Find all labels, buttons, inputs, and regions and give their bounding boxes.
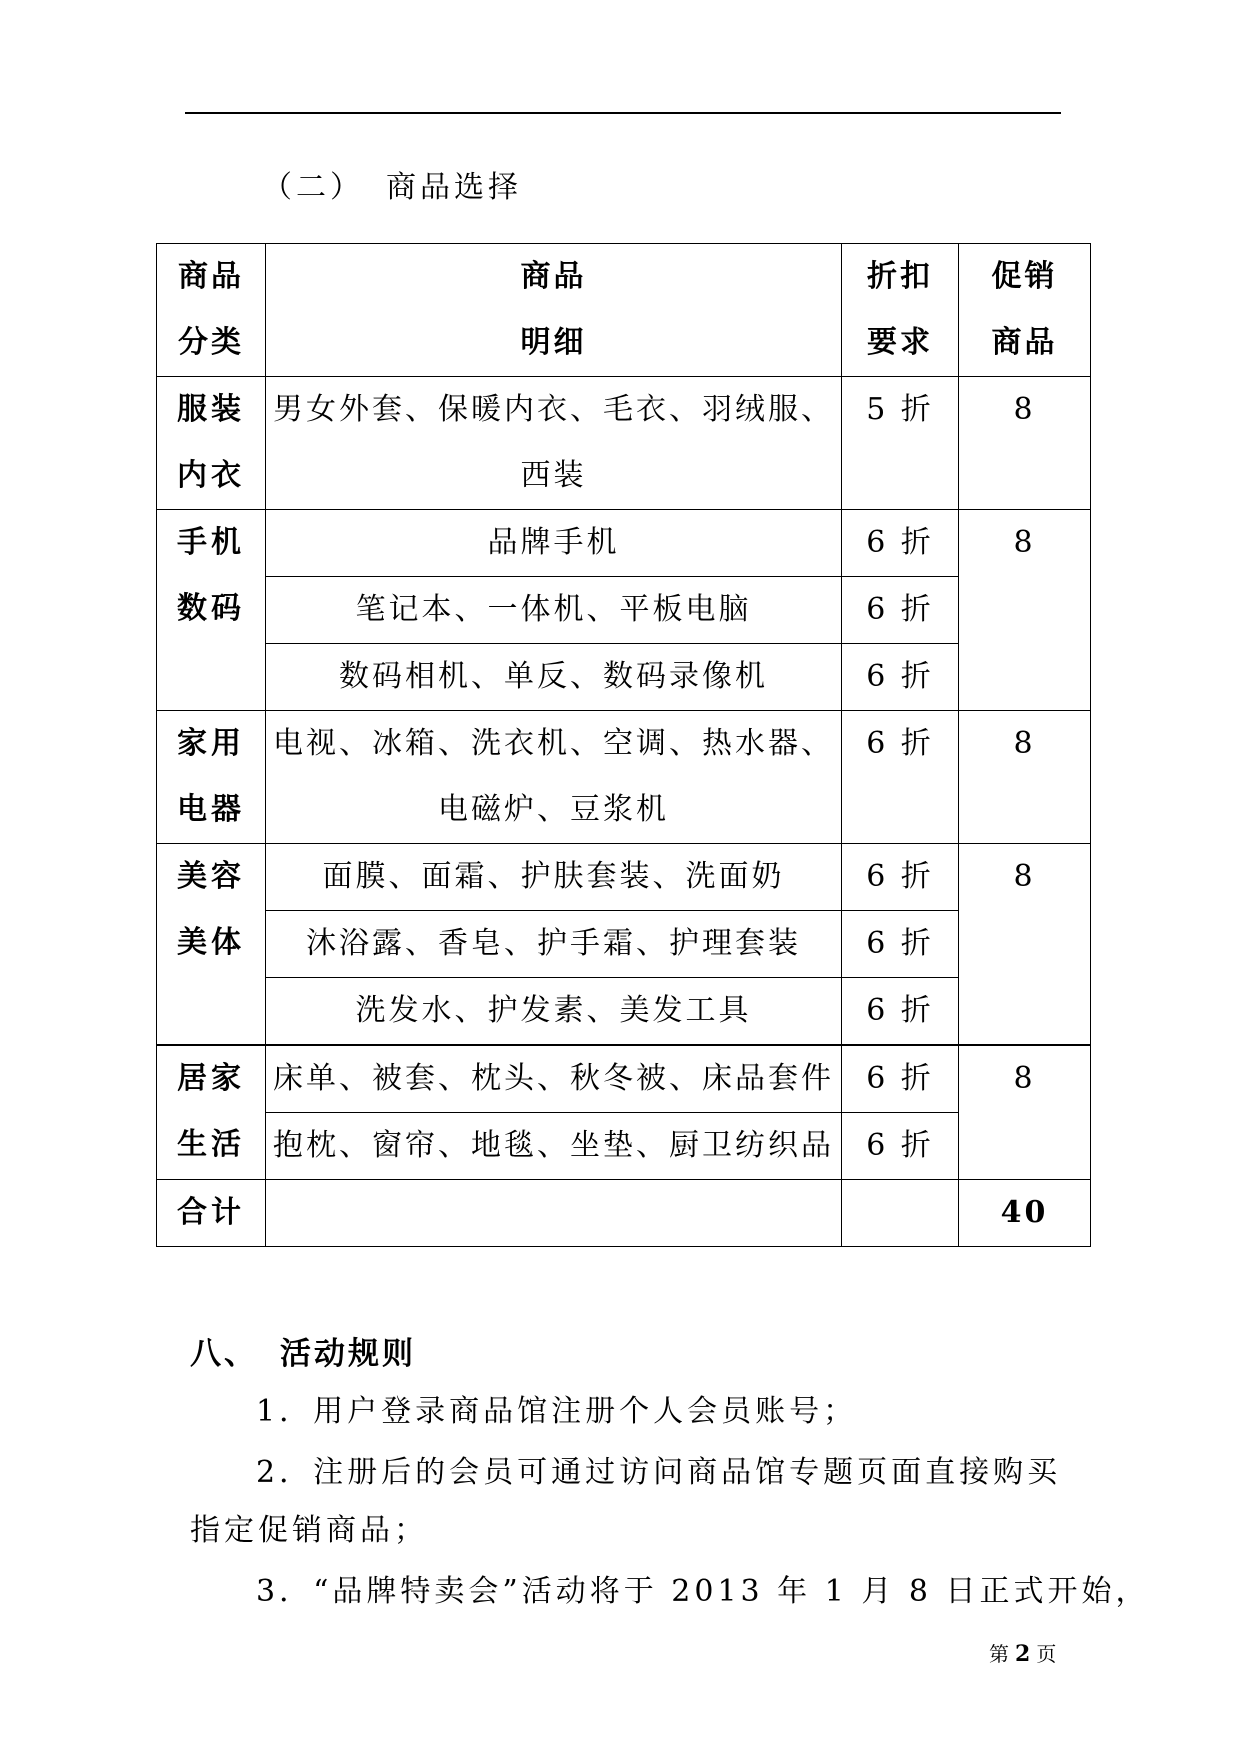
- section-heading: [190, 1328, 416, 1373]
- detail-cell: 品牌手机: [266, 510, 842, 577]
- total-value: 40: [959, 1180, 1091, 1247]
- table-row: [157, 377, 1091, 510]
- rule-paragraph-1: 1．用户登录商品馆注册个人会员账号；: [256, 1394, 858, 1429]
- total-discount-empty: [842, 1180, 959, 1247]
- category-cell: 家用 电器: [157, 711, 266, 844]
- subsection-number: （二）: [262, 170, 364, 205]
- discount-cell: 6 折: [842, 1113, 959, 1180]
- promo-cell: 8: [959, 1045, 1091, 1180]
- total-row: [157, 1180, 1091, 1247]
- table-row: [157, 844, 1091, 911]
- detail-cell: 笔记本、一体机、平板电脑: [266, 577, 842, 644]
- discount-cell: 6 折: [842, 510, 959, 577]
- discount-cell: 6 折: [842, 711, 959, 844]
- table-row: [157, 711, 1091, 844]
- table-row: [157, 644, 1091, 711]
- detail-cell: 面膜、面霜、护肤套装、洗面奶: [266, 844, 842, 911]
- section-number: 八、: [190, 1336, 258, 1372]
- header-category: 商品 分类: [157, 244, 266, 377]
- discount-cell: 6 折: [842, 844, 959, 911]
- category-cell: 服装 内衣: [157, 377, 266, 510]
- detail-cell: 沐浴露、香皂、护手霜、护理套装: [266, 911, 842, 978]
- table-header-row: [157, 244, 1091, 377]
- subsection-title-text: 商品选择: [386, 170, 522, 205]
- table-row: [157, 1045, 1091, 1113]
- header-detail: 商品 明细: [266, 244, 842, 377]
- rule-paragraph-3: 3．“品牌特卖会”活动将于 2013 年 1 月 8 日正式开始，: [256, 1574, 1150, 1609]
- table-row: [157, 1113, 1091, 1180]
- detail-cell: 抱枕、窗帘、地毯、坐垫、厨卫纺织品: [266, 1113, 842, 1180]
- detail-cell: 电视、冰箱、洗衣机、空调、热水器、 电磁炉、豆浆机: [266, 711, 842, 844]
- section-title: 活动规则: [280, 1336, 416, 1372]
- total-detail-empty: [266, 1180, 842, 1247]
- category-cell: 手机 数码: [157, 510, 266, 711]
- discount-cell: 5 折: [842, 377, 959, 510]
- table-row: [157, 510, 1091, 577]
- discount-cell: 6 折: [842, 644, 959, 711]
- discount-cell: 6 折: [842, 577, 959, 644]
- page-number: 第 2 页: [989, 1641, 1057, 1667]
- rule-paragraph-2-line-1: 2．注册后的会员可通过访问商品馆专题页面直接购买: [256, 1455, 1062, 1490]
- header-promo: 促销 商品: [959, 244, 1091, 377]
- rule-paragraph-2-line-2: 指定促销商品；: [190, 1513, 428, 1548]
- table-row: [157, 577, 1091, 644]
- detail-cell: 洗发水、护发素、美发工具: [266, 978, 842, 1046]
- detail-cell: 数码相机、单反、数码录像机: [266, 644, 842, 711]
- discount-cell: 6 折: [842, 911, 959, 978]
- promo-cell: 8: [959, 510, 1091, 711]
- subsection-title: [262, 162, 522, 206]
- header-rule: [185, 112, 1061, 114]
- total-label: 合计: [157, 1180, 266, 1247]
- category-cell: 居家 生活: [157, 1045, 266, 1180]
- table-row: [157, 978, 1091, 1046]
- promo-cell: 8: [959, 844, 1091, 1046]
- table-row: [157, 911, 1091, 978]
- goods-table: [156, 243, 1091, 1247]
- discount-cell: 6 折: [842, 978, 959, 1046]
- detail-cell: 男女外套、保暖内衣、毛衣、羽绒服、 西装: [266, 377, 842, 510]
- discount-cell: 6 折: [842, 1045, 959, 1113]
- detail-cell: 床单、被套、枕头、秋冬被、床品套件: [266, 1045, 842, 1113]
- promo-cell: 8: [959, 377, 1091, 510]
- category-cell: 美容 美体: [157, 844, 266, 1046]
- promo-cell: 8: [959, 711, 1091, 844]
- header-discount: 折扣 要求: [842, 244, 959, 377]
